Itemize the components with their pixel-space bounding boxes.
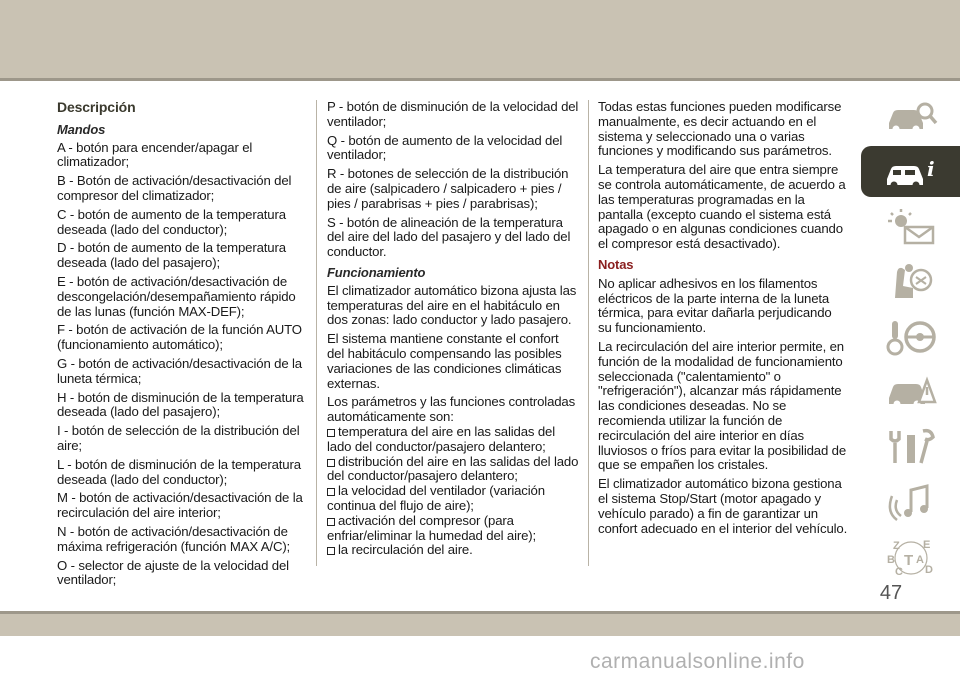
tab-in-an-emergency[interactable]: [861, 366, 960, 417]
mandos-item: L - botón de disminución de la temperatura deseada (lado del conductor);: [57, 456, 301, 487]
car-info-icon: [883, 152, 939, 192]
square-bullet-icon: [327, 547, 335, 555]
mandos-item: I - botón de selección de la distribución del aire;: [57, 423, 300, 453]
notas-paragraph: El climatizador automático bizona gestiona el sistema Stop/Start (motor apagado y vehículo parado) a fin de garantizar un confort adecuado en el interior del vehículo.: [598, 476, 848, 536]
car-search-icon: [883, 97, 939, 137]
mandos-item: S - botón de alineación de la temperatura del aire del lado del pasajero y del lado del conductor.: [327, 214, 571, 260]
tab-safety[interactable]: [861, 256, 960, 307]
top-header-rule: [0, 78, 960, 81]
tab-starting-and-driving[interactable]: [861, 311, 960, 362]
mandos-item: C - botón de aumento de la temperatura deseada (lado del conductor);: [57, 206, 286, 237]
top-header-bar: [0, 0, 960, 78]
svg-text:D: D: [924, 563, 933, 576]
square-bullet-icon: [327, 518, 335, 526]
auto-param-item: [327, 455, 579, 485]
tab-multimedia[interactable]: [861, 476, 960, 527]
mandos-item: O - selector de ajuste de la velocidad del ventilador;: [57, 557, 289, 588]
funcionamiento-paragraph: El climatizador automático bizona ajusta las temperaturas del aire en el habitáculo en dos zonas: lado conductor y lado pasajero.: [327, 282, 577, 328]
svg-text:C: C: [894, 565, 903, 577]
section-title: Descripción: [57, 99, 136, 115]
svg-text:Z: Z: [892, 539, 900, 552]
auto-param-text: temperatura del aire en las salidas del lado del conductor/pasajero delantero;: [327, 423, 555, 454]
column-2: [327, 100, 579, 558]
multimedia-icon: [883, 482, 939, 522]
notas-paragraph: No aplicar adhesivos en los filamentos eléctricos de la parte interna de la luneta térmica, para evitar dañarla perjudicando su funcionamiento.: [598, 275, 832, 336]
chapter-sidebar: [861, 91, 960, 586]
auto-param-item: [327, 484, 579, 514]
breakdown-car-icon: [883, 372, 939, 412]
page-number: 47: [879, 582, 903, 604]
mandos-item: F - botón de activación de la función AUTO (funcionamiento automático);: [57, 322, 302, 353]
mandos-item: M - botón de activación/desactivación de la recirculación del aire interior;: [57, 490, 303, 521]
notas-paragraph: La recirculación del aire interior permite, en función de la modalidad de funcionamiento seleccionada ("calentamiento" o "refrigeración"), alcanzar más rápidamente las condiciones deseadas. No se recomienda utilizar la función de recirculación del aire interior en días lluviosos o fríos para evitar la posibilidad de que se empañen los cristales.: [598, 338, 847, 473]
svg-text:i: i: [926, 156, 935, 181]
warning-lights-icon: [883, 207, 939, 247]
tab-warning-lights[interactable]: [861, 201, 960, 252]
body-paragraph: Todas estas funciones pueden modificarse manualmente, es decir actuando en el sistema y seleccionado una o varias funciones y modificando sus parámetros.: [598, 99, 842, 159]
column-1: [57, 100, 307, 592]
auto-param-item: [327, 425, 579, 455]
mandos-item: Q - botón de aumento de la velocidad del ventilador;: [327, 132, 563, 163]
auto-param-text: activación del compresor (para enfriar/eliminar la humedad del aire);: [327, 512, 537, 543]
key-steering-icon: [883, 317, 939, 357]
funcionamiento-title: Funcionamiento: [327, 264, 426, 280]
mandos-title: Mandos: [57, 121, 106, 137]
square-bullet-icon: [327, 488, 335, 496]
auto-param-text: distribución del aire en las salidas del lado del conductor/pasajero delantero;: [327, 453, 579, 484]
mandos-item: D - botón de aumento de la temperatura deseada (lado del pasajero);: [57, 240, 286, 271]
square-bullet-icon: [327, 429, 335, 437]
column-divider: [588, 100, 589, 566]
auto-param-item: [327, 514, 579, 544]
tab-dashboard[interactable]: [861, 91, 960, 142]
mandos-item: R - botones de selección de la distribución de aire (salpicadero / salpicadero + pies / pies / parabrisas + pies / parabrisas);: [327, 166, 569, 211]
column-divider: [316, 100, 317, 566]
bottom-footer-bar: [0, 611, 960, 636]
mandos-item: H - botón de disminución de la temperatura deseada (lado del pasajero);: [57, 389, 304, 420]
column-3: [598, 100, 848, 540]
notas-title: Notas: [598, 256, 634, 272]
mandos-item: A - botón para encender/apagar el climatizador;: [57, 139, 253, 170]
svg-text:B: B: [886, 553, 895, 566]
tab-servicing-and-maintenance[interactable]: [861, 421, 960, 472]
auto-param-text: la velocidad del ventilador (variación continua del flujo de aire);: [327, 483, 545, 513]
tab-index[interactable]: [861, 531, 960, 582]
mandos-item: B - Botón de activación/desactivación del compresor del climatizador;: [57, 173, 292, 203]
svg-text:T: T: [903, 551, 913, 569]
mandos-item: G - botón de activación/desactivación de la luneta térmica;: [57, 355, 302, 386]
index-letters-icon: [883, 537, 939, 577]
svg-text:E: E: [922, 538, 930, 551]
airbag-seat-icon: [883, 262, 939, 302]
funcionamiento-paragraph: El sistema mantiene constante el confort del habitáculo compensando las posibles variaciones de las condiciones climáticas externas.: [327, 331, 562, 391]
mandos-item: P - botón de disminución de la velocidad del ventilador;: [327, 99, 579, 129]
tab-knowing-your-vehicle[interactable]: [861, 146, 960, 197]
svg-text:A: A: [915, 553, 924, 566]
mandos-item: E - botón de activación/desactivación de descongelación/desempañamiento rápido de las lunas (función MAX-DEF);: [57, 273, 296, 319]
tools-icon: [883, 427, 939, 467]
funcionamiento-paragraph: Los parámetros y las funciones controladas automáticamente son:: [327, 394, 576, 425]
watermark: carmanualsonline.info: [590, 650, 805, 673]
body-paragraph: La temperatura del aire que entra siempre se controla automáticamente, de acuerdo a las temperaturas programadas en la pantalla (excepto cuando el sistema está apagado o en algunas condiciones cuando el compresor está desactivado).: [598, 162, 846, 252]
mandos-item: N - botón de activación/desactivación de máxima refrigeración (función MAX A/C);: [57, 523, 291, 554]
square-bullet-icon: [327, 459, 335, 467]
auto-param-item: [327, 543, 579, 558]
auto-param-text: la recirculación del aire.: [338, 542, 473, 558]
